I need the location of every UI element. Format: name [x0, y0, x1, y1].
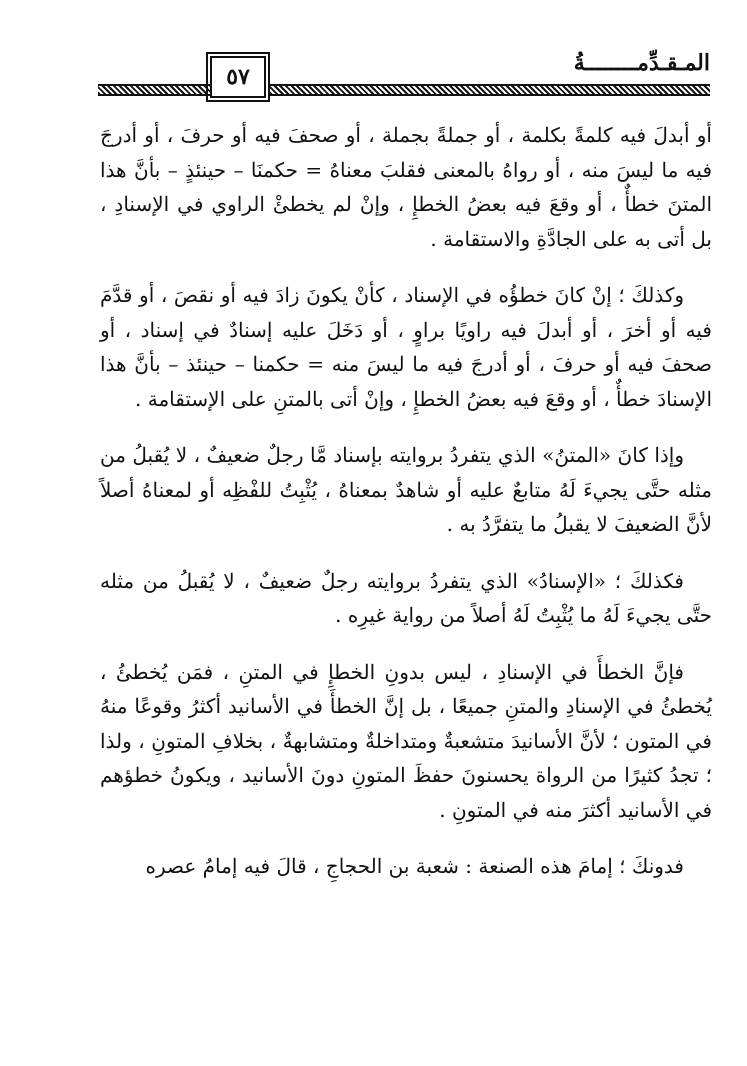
paragraph: فإنَّ الخطأَ في الإسنادِ ، ليس بدونِ الخطإِ في المتنِ ، فمَن يُخطئُ ، يُخطئُ في الإسنادِ والمتنِ جميعًا ، بل إنَّ الخطأَ في الأسانيد أكثرُ وقوعًا منهُ في المتون ؛ لأنَّ الأسانيدَ متشعبةٌ ومتداخلةٌ ومتشابهةٌ ، بخلافِ المتونِ ، ولذا ؛ تجدُ كثيرًا من الرواة يحسنونَ حفظَ المتونِ دونَ الأسانيد ، ويكونُ خطؤهم في الأسانيد أكثرَ منه في المتونِ . [100, 659, 712, 822]
page-header [98, 48, 710, 102]
paragraph: أو أبدلَ فيه كلمةً بكلمة ، أو جملةً بجملة ، أو صحفَ فيه أو حرفَ ، أو أدرجَ فيه ما ليسَ منه ، أو رواهُ بالمعنى فقلبَ معناهُ = حكمنَا – حينئذٍ – بأنَّ هذا المتنَ خطأٌ ، أو وقعَ فيه بعضُ الخطإِ ، وإنْ لم يخطئْ الراوي في الإسنادِ ، بل أتى به على الجادَّةِ والاستقامة . [100, 123, 712, 251]
page-body [100, 118, 712, 906]
header-ornament-right [270, 84, 710, 96]
chapter-title: المـقـدِّمــــــــةُ [573, 50, 710, 76]
paragraph: وإذا كانَ «المتنُ» الذي يتفردُ بروايته بإسناد مَّا رجلٌ ضعيفٌ ، لا يُقبلُ من مثله حتَّى يجيءَ لَهُ متابعٌ عليه أو شاهدٌ بمعناهُ ، يُثْبِتُ للفْظِه أو لمعناهُ أصلاً لأنَّ الضعيفَ لا يقبلُ ما يتفرَّدُ به . [100, 443, 712, 536]
page-number: ٥٧ [210, 56, 266, 98]
paragraph: فدونكَ ؛ إمامَ هذه الصنعة : شعبة بن الحجاجِ ، قالَ فيه إمامُ عصره [145, 854, 684, 878]
paragraph: وكذلكَ ؛ إنْ كانَ خطؤُه في الإسناد ، كأنْ يكونَ زادَ فيه أو نقصَ ، أو قدَّمَ فيه أو أخرَ ، أو أبدلَ فيه راويًا براوٍ ، أو دَخَلَ عليه إسنادٌ في إسناد ، أو صحفَ فيه أو حرفَ ، أو أدرجَ فيه ما ليسَ منه = حكمنا – حينئذ – بأنَّ هذا الإسنادَ خطأٌ ، أو وقعَ فيه بعضُ الخطإِ ، وإنْ أتى بالمتنِ على الإستقامة . [100, 283, 712, 411]
paragraph: فكذلكَ ؛ «الإسنادُ» الذي يتفردُ بروايته رجلٌ ضعيفٌ ، لا يُقبلُ من مثله حتَّى يجيءَ لَهُ ما يُثْبِتُ لَهُ أصلاً من رواية غيرِه . [100, 568, 712, 627]
